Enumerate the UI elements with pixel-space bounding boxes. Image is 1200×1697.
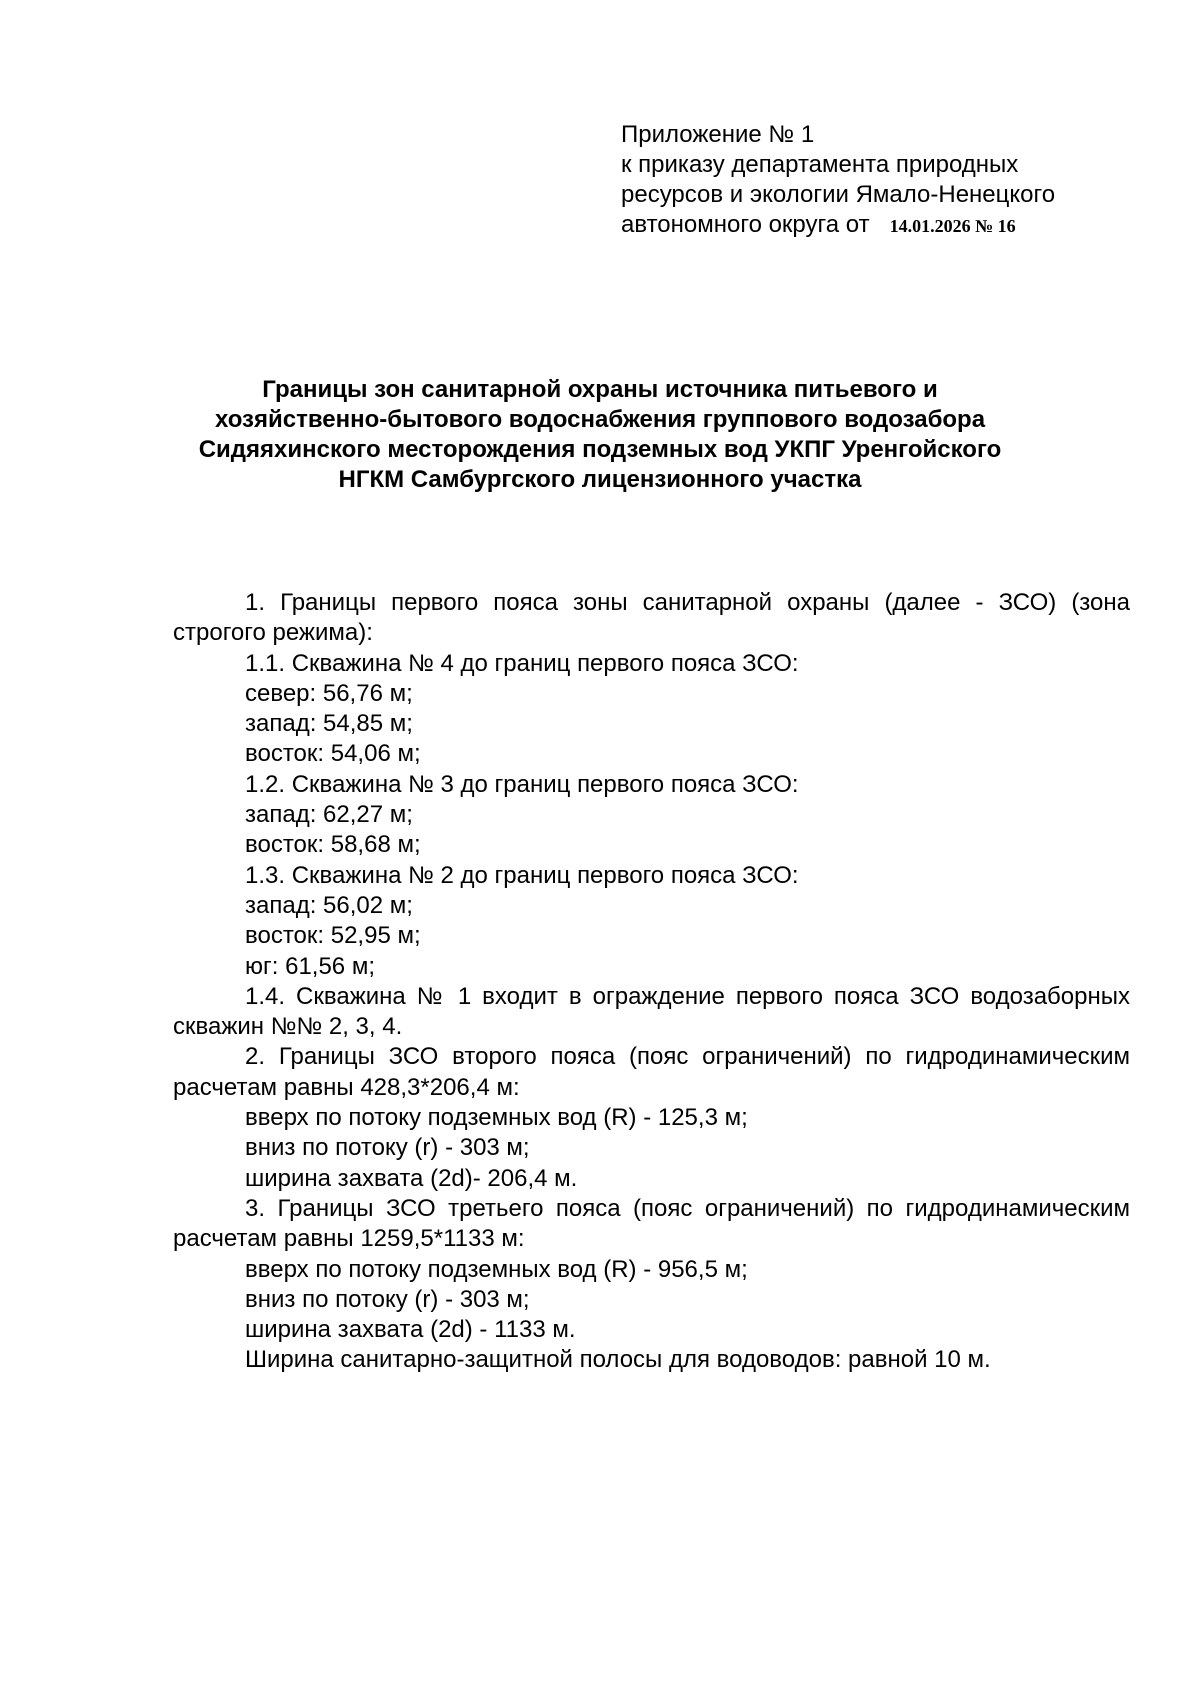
paragraph-well1: 1.4. Скважина № 1 входит в ограждение первого пояса ЗСО водозаборных скважин №№ 2, 3, 4.	[173, 982, 1130, 1041]
sanitary-strip-width: Ширина санитарно-защитной полосы для водоводов: равной 10 м.	[245, 1346, 991, 1374]
paragraph-zone1: 1. Границы первого пояса зоны санитарной охраны (далее - ЗСО) (зона строгого режима):	[173, 589, 1130, 647]
well3-west: запад: 62,27 м;	[245, 801, 413, 829]
paragraph-zone3: 3. Границы ЗСО третьего пояса (пояс ограничений) по гидродинамическим расчетам равны 1259,5*1133 м:	[173, 1194, 1130, 1253]
zone2-width: ширина захвата (2d)- 206,4 м.	[245, 1164, 578, 1192]
well3-heading: 1.2. Скважина № 3 до границ первого пояса ЗСО:	[245, 770, 799, 798]
appendix-line: Приложение № 1	[621, 121, 815, 148]
well2-heading: 1.3. Скважина № 2 до границ первого пояса ЗСО:	[245, 861, 799, 889]
title-line: Границы зон санитарной охраны источника питьевого и	[262, 376, 938, 403]
appendix-header	[621, 120, 1055, 241]
zone3-downstream: вниз по потоку (r) - 303 м;	[245, 1285, 530, 1313]
well4-east: восток: 54,06 м;	[245, 740, 421, 768]
well4-heading: 1.1. Скважина № 4 до границ первого пояса ЗСО:	[245, 649, 799, 677]
well3-east: восток: 58,68 м;	[245, 831, 421, 859]
title-line: Сидяяхинского месторождения подземных вод УКПГ Уренгойского	[198, 436, 1002, 463]
title-line: хозяйственно-бытового водоснабжения группового водозабора	[214, 406, 986, 433]
document-title	[150, 375, 1050, 495]
order-date-number: 14.01.2026 № 16	[889, 216, 1016, 236]
document-body	[173, 588, 1130, 1376]
well2-south: юг: 61,56 м;	[245, 952, 375, 980]
appendix-line: ресурсов и экологии Ямало-Ненецкого	[621, 181, 1056, 208]
well2-east: восток: 52,95 м;	[245, 922, 421, 950]
paragraph-zone2: 2. Границы ЗСО второго пояса (пояс ограничений) по гидродинамическим расчетам равны 428,3*206,4 м:	[173, 1043, 1130, 1101]
appendix-line: к приказу департамента природных	[621, 151, 1019, 178]
appendix-line	[621, 210, 1055, 241]
appendix-line-text: автономного округа от	[621, 211, 870, 238]
title-line: НГКМ Самбургского лицензионного участка	[338, 466, 862, 493]
well2-west: запад: 56,02 м;	[245, 891, 413, 919]
zone3-width: ширина захвата (2d) - 1133 м.	[245, 1316, 576, 1344]
well4-west: запад: 54,85 м;	[245, 710, 413, 738]
zone2-downstream: вниз по потоку (r) - 303 м;	[245, 1134, 530, 1162]
well4-north: север: 56,76 м;	[245, 679, 413, 707]
zone2-upstream: вверх по потоку подземных вод (R) - 125,3 м;	[245, 1104, 748, 1132]
zone3-upstream: вверх по потоку подземных вод (R) - 956,5 м;	[245, 1255, 748, 1283]
